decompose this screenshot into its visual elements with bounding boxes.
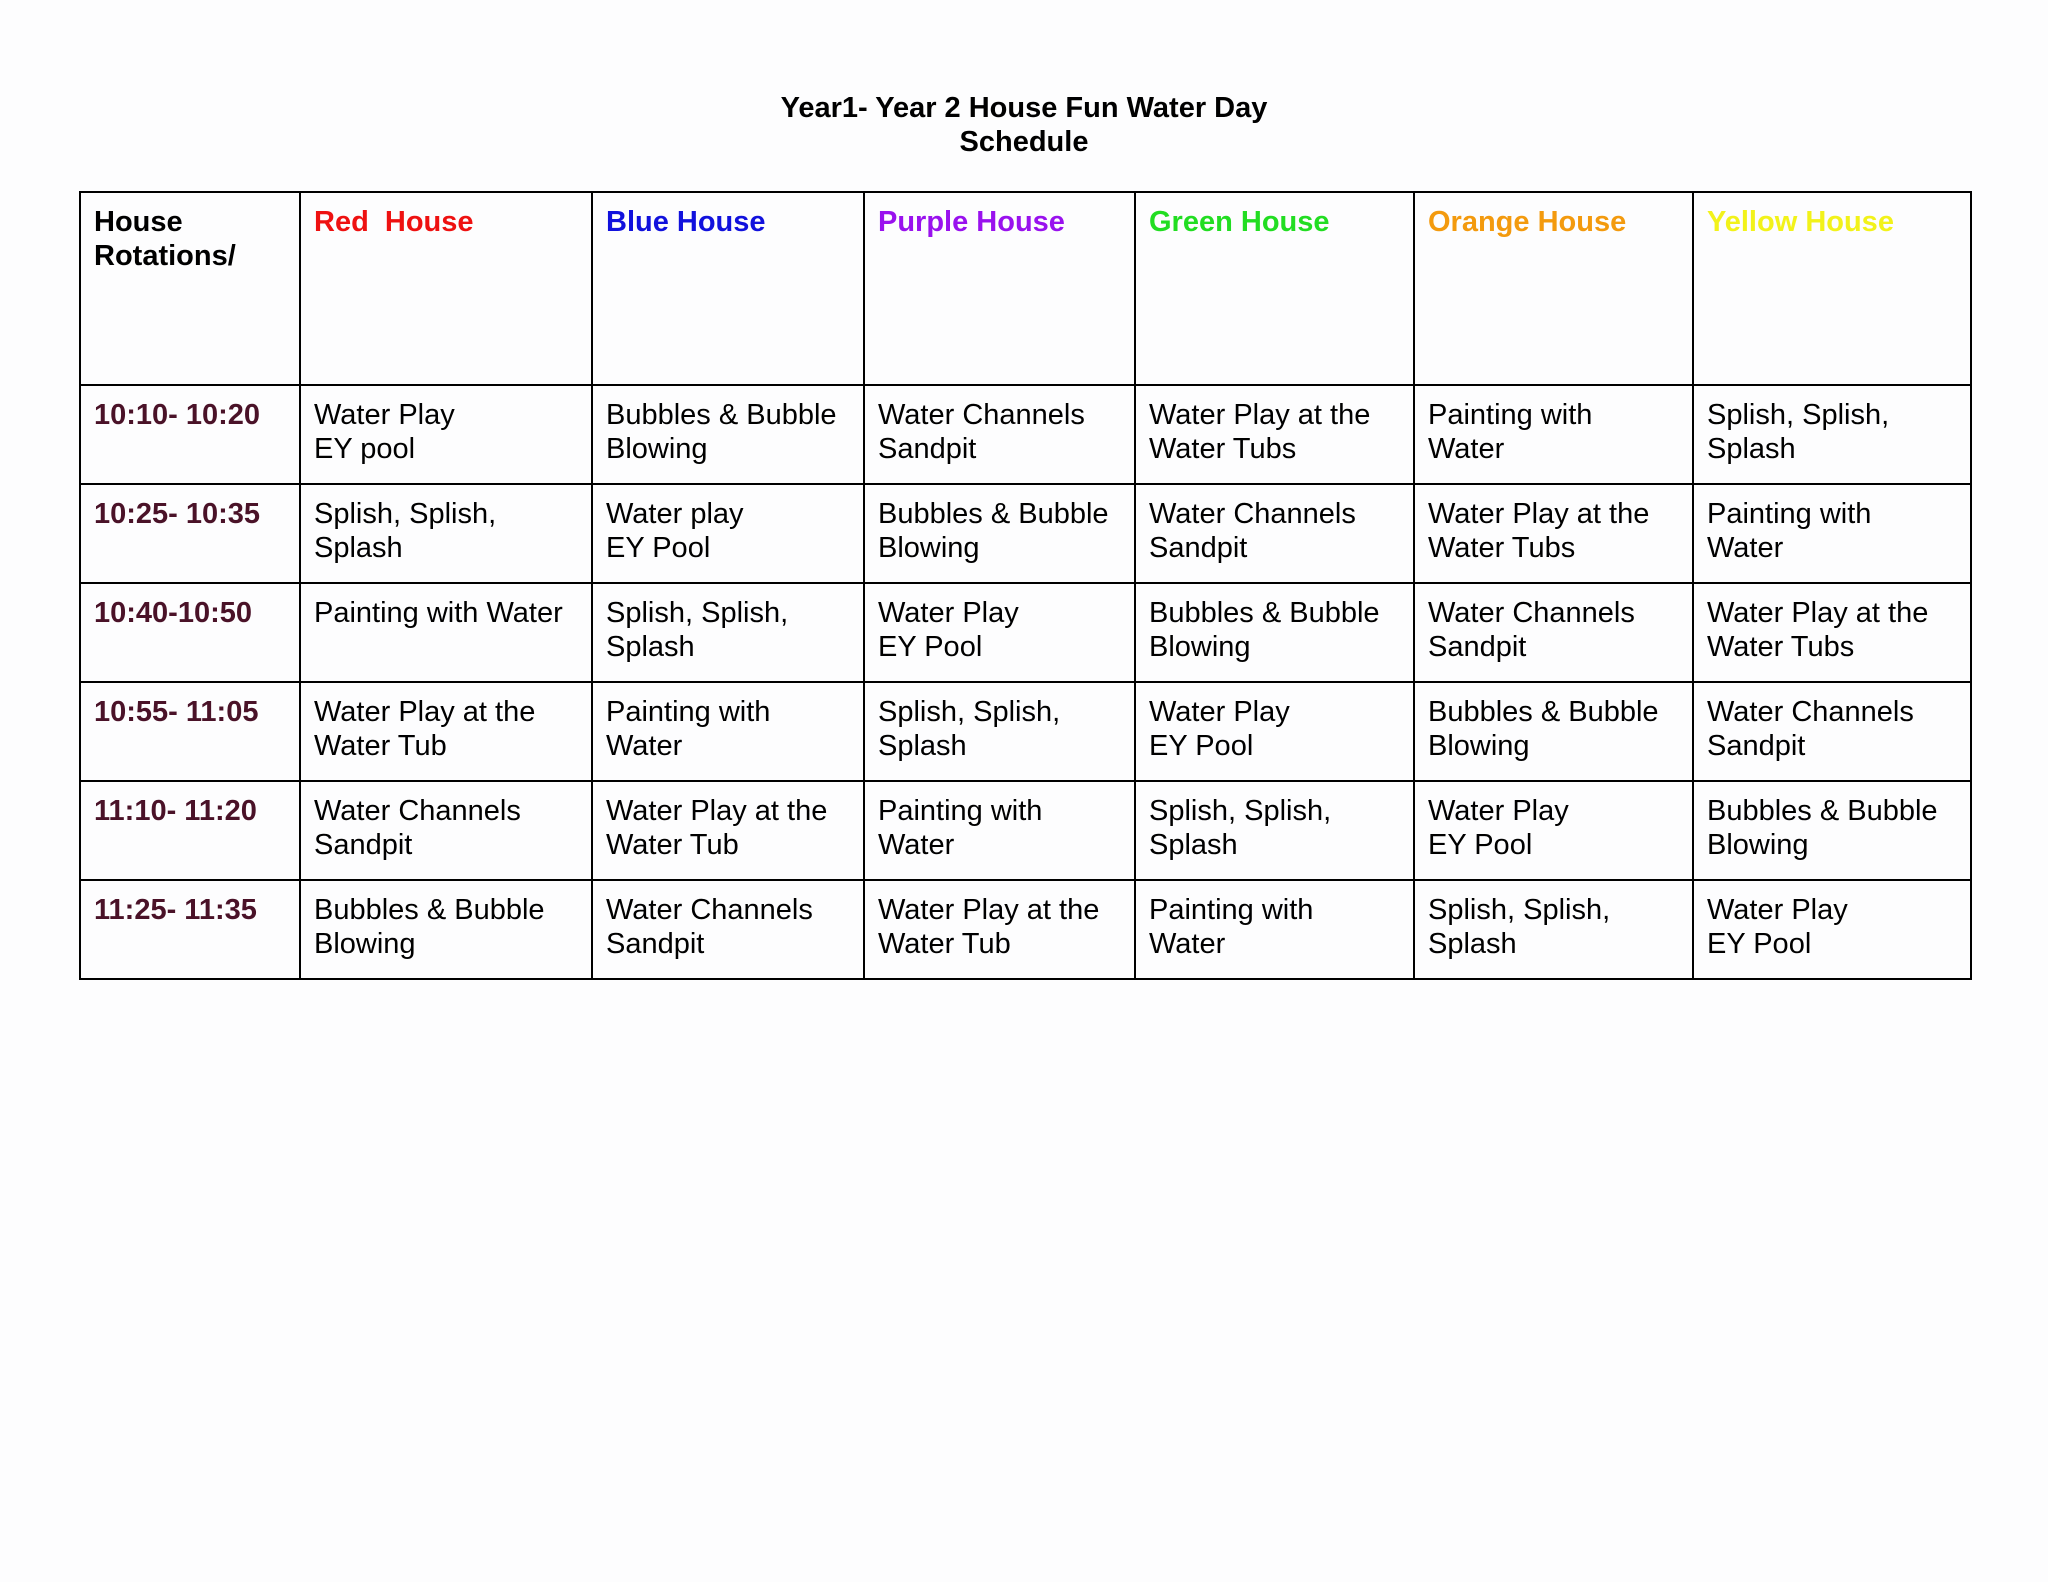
- activity-line-2: Sandpit: [878, 433, 977, 465]
- house-header-green: [1135, 192, 1414, 385]
- activity-line-2: EY Pool: [878, 631, 983, 663]
- house-name-green: Green House: [1149, 206, 1330, 238]
- activity-line-1: Bubbles & Bubble: [606, 399, 837, 431]
- activity-line-2: EY Pool: [606, 532, 711, 564]
- activity-cell: [300, 880, 592, 979]
- time-slot-cell: 10:10- 10:20: [80, 385, 300, 484]
- activity-cell: [864, 880, 1135, 979]
- activity-line-2: Water Tubs: [1707, 631, 1855, 663]
- house-header-red: [300, 192, 592, 385]
- activity-line-2: Blowing: [1707, 829, 1809, 861]
- activity-line-2: Splash: [606, 631, 695, 663]
- activity-cell: [1135, 484, 1414, 583]
- activity-line-1: Water Play at the: [1149, 399, 1371, 431]
- table-row: [80, 385, 1971, 484]
- header-row: [80, 192, 1971, 385]
- time-slot-cell: 11:25- 11:35: [80, 880, 300, 979]
- activity-line-2: Sandpit: [314, 829, 413, 861]
- activity-cell: [864, 583, 1135, 682]
- activity-cell: [592, 682, 864, 781]
- table-row: [80, 781, 1971, 880]
- activity-cell: [1414, 583, 1693, 682]
- activity-line-2: Sandpit: [1149, 532, 1248, 564]
- activity-line-1: Water Channels: [314, 795, 521, 827]
- activity-line-1: Painting with: [1149, 894, 1314, 926]
- activity-cell: [300, 484, 592, 583]
- activity-line-1: Water Play at the: [314, 696, 536, 728]
- activity-line-1: Water Play at the: [606, 795, 828, 827]
- activity-line-1: Water Channels: [878, 399, 1085, 431]
- house-header-yellow: [1693, 192, 1971, 385]
- activity-cell: [1693, 682, 1971, 781]
- activity-line-1: Water Channels: [1149, 498, 1356, 530]
- activity-cell: [864, 484, 1135, 583]
- activity-line-2: Splash: [314, 532, 403, 564]
- activity-line-1: Water Play at the: [878, 894, 1100, 926]
- activity-line-2: Splash: [1149, 829, 1238, 861]
- activity-line-1: Painting with: [1428, 399, 1593, 431]
- house-name-purple: Purple House: [878, 206, 1065, 238]
- schedule-body: [80, 385, 1971, 979]
- activity-cell: [300, 385, 592, 484]
- activity-line-2: Sandpit: [1428, 631, 1527, 663]
- activity-line-1: Water Play: [314, 399, 455, 431]
- activity-line-2: Blowing: [606, 433, 708, 465]
- activity-cell: [300, 583, 592, 682]
- activity-cell: [592, 583, 864, 682]
- activity-line-2: Splash: [1707, 433, 1796, 465]
- activity-cell: [1693, 781, 1971, 880]
- activity-line-2: Splash: [1428, 928, 1517, 960]
- activity-cell: [1693, 880, 1971, 979]
- activity-cell: [1135, 880, 1414, 979]
- activity-cell: [1135, 385, 1414, 484]
- activity-line-1: Splish, Splish,: [1149, 795, 1332, 827]
- activity-cell: [1693, 583, 1971, 682]
- activity-cell: [300, 682, 592, 781]
- activity-line-2: EY pool: [314, 433, 416, 465]
- activity-line-1: Bubbles & Bubble: [1707, 795, 1938, 827]
- corner-header-line-1: House: [94, 206, 183, 238]
- activity-line-1: Water Channels: [1707, 696, 1914, 728]
- activity-line-1: Splish, Splish,: [1707, 399, 1890, 431]
- activity-cell: [300, 781, 592, 880]
- activity-line-1: Painting with Water: [314, 597, 563, 629]
- activity-line-2: Water: [878, 829, 955, 861]
- activity-cell: [592, 880, 864, 979]
- activity-cell: [1414, 385, 1693, 484]
- activity-cell: [1693, 385, 1971, 484]
- activity-cell: [1414, 880, 1693, 979]
- activity-line-1: Water Play at the: [1707, 597, 1929, 629]
- activity-line-2: EY Pool: [1428, 829, 1533, 861]
- house-name-yellow: Yellow House: [1707, 206, 1894, 238]
- schedule-table: [79, 191, 1972, 980]
- time-slot-cell: 11:10- 11:20: [80, 781, 300, 880]
- activity-line-2: Water Tub: [606, 829, 739, 861]
- activity-line-1: Painting with: [1707, 498, 1872, 530]
- corner-header-line-2: Rotations/: [94, 240, 236, 272]
- table-row: [80, 880, 1971, 979]
- activity-line-1: Water Play: [878, 597, 1019, 629]
- activity-cell: [592, 781, 864, 880]
- activity-line-2: Blowing: [878, 532, 980, 564]
- activity-line-2: Water: [1428, 433, 1505, 465]
- title-line-2: Schedule: [959, 126, 1089, 158]
- corner-header-cell: [80, 192, 300, 385]
- activity-cell: [1693, 484, 1971, 583]
- activity-line-1: Splish, Splish,: [314, 498, 497, 530]
- activity-cell: [1414, 484, 1693, 583]
- activity-line-2: Water Tub: [314, 730, 447, 762]
- activity-line-2: Blowing: [314, 928, 416, 960]
- activity-line-1: Painting with: [606, 696, 771, 728]
- activity-line-1: Water Channels: [1428, 597, 1635, 629]
- activity-line-2: Water: [1707, 532, 1784, 564]
- activity-cell: [592, 385, 864, 484]
- activity-line-2: EY Pool: [1149, 730, 1254, 762]
- activity-cell: [1414, 682, 1693, 781]
- house-name-blue: Blue House: [606, 206, 766, 238]
- activity-line-2: Water Tub: [878, 928, 1011, 960]
- activity-cell: [1135, 583, 1414, 682]
- house-header-orange: [1414, 192, 1693, 385]
- activity-line-1: Water Play: [1707, 894, 1848, 926]
- house-header-purple: [864, 192, 1135, 385]
- title-line-1: Year1- Year 2 House Fun Water Day: [780, 92, 1268, 124]
- document-title: [0, 91, 2048, 159]
- activity-line-2: Blowing: [1149, 631, 1251, 663]
- activity-cell: [1135, 781, 1414, 880]
- activity-cell: [592, 484, 864, 583]
- activity-line-1: Water play: [606, 498, 744, 530]
- activity-line-1: Painting with: [878, 795, 1043, 827]
- activity-line-2: Sandpit: [606, 928, 705, 960]
- house-name-orange: Orange House: [1428, 206, 1627, 238]
- activity-line-1: Water Play: [1149, 696, 1290, 728]
- activity-line-2: Sandpit: [1707, 730, 1806, 762]
- activity-line-2: Water Tubs: [1428, 532, 1576, 564]
- activity-cell: [1135, 682, 1414, 781]
- activity-line-1: Water Play at the: [1428, 498, 1650, 530]
- activity-cell: [1414, 781, 1693, 880]
- activity-line-2: EY Pool: [1707, 928, 1812, 960]
- activity-cell: [864, 385, 1135, 484]
- activity-line-1: Bubbles & Bubble: [1428, 696, 1659, 728]
- activity-line-1: Water Play: [1428, 795, 1569, 827]
- activity-line-2: Water: [1149, 928, 1226, 960]
- activity-line-1: Bubbles & Bubble: [314, 894, 545, 926]
- house-name-red: Red House: [314, 206, 474, 238]
- activity-line-1: Splish, Splish,: [606, 597, 789, 629]
- house-header-blue: [592, 192, 864, 385]
- activity-line-1: Splish, Splish,: [1428, 894, 1611, 926]
- activity-line-1: Water Channels: [606, 894, 813, 926]
- activity-line-1: Bubbles & Bubble: [878, 498, 1109, 530]
- time-slot-cell: 10:25- 10:35: [80, 484, 300, 583]
- table-row: [80, 682, 1971, 781]
- activity-cell: [864, 781, 1135, 880]
- activity-line-2: Splash: [878, 730, 967, 762]
- activity-line-1: Bubbles & Bubble: [1149, 597, 1380, 629]
- activity-line-1: Splish, Splish,: [878, 696, 1061, 728]
- activity-line-2: Water: [606, 730, 683, 762]
- activity-line-2: Water Tubs: [1149, 433, 1297, 465]
- time-slot-cell: 10:55- 11:05: [80, 682, 300, 781]
- table-row: [80, 583, 1971, 682]
- activity-cell: [864, 682, 1135, 781]
- time-slot-cell: 10:40-10:50: [80, 583, 300, 682]
- activity-line-2: Blowing: [1428, 730, 1530, 762]
- table-row: [80, 484, 1971, 583]
